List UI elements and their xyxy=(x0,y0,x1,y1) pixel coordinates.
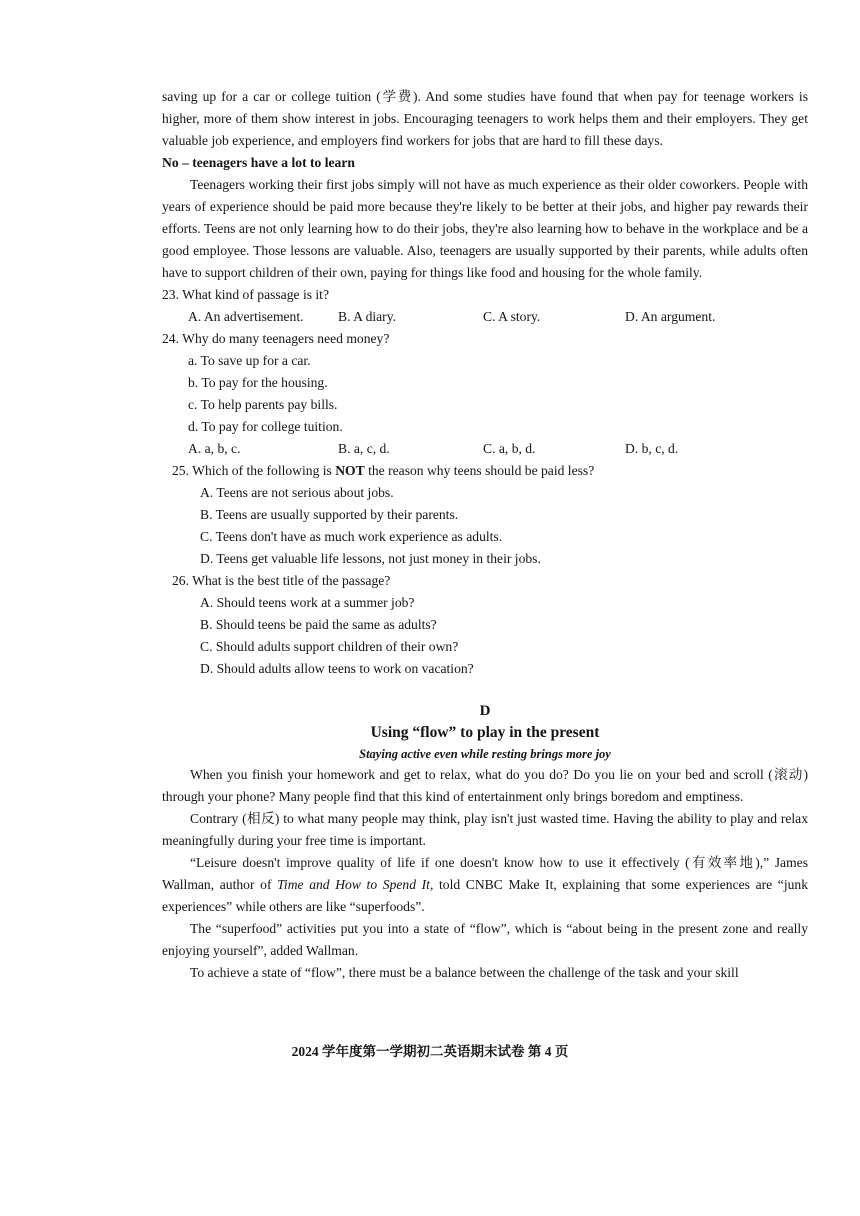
page-footer: 2024 学年度第一学期初二英语期末试卷 第 4 页 xyxy=(291,1044,569,1059)
q26-option-c[interactable]: C. Should adults support children of their own? xyxy=(200,639,459,654)
q25-option-b[interactable]: B. Teens are usually supported by their parents. xyxy=(200,507,459,522)
question-24-stem: 24. Why do many teenagers need money? xyxy=(162,331,390,346)
q23-option-c[interactable]: C. A story. xyxy=(483,309,541,324)
q23-option-a[interactable]: A. An advertisement. xyxy=(188,309,304,324)
q26-option-a[interactable]: A. Should teens work at a summer job? xyxy=(200,595,415,610)
no-section-paragraph: Teenagers working their first jobs simply will not have as much experience as their older coworkers. People with years of experience should be paid more because they're likely to be better at their jobs, and higher pay rewards their efforts. Teens are not only learning how to do their jobs, they're also learning how to behave in the workplace and be a good employee. Those lessons are valuable. Also, teenagers are usually supported by their parents, while adults often have to support children of their own, paying for things like food and housing for the whole family. xyxy=(162,177,808,280)
no-section-heading: No – teenagers have a lot to learn xyxy=(162,155,355,170)
question-24-options xyxy=(188,438,808,460)
q24-option-c[interactable]: C. a, b, d. xyxy=(483,441,536,456)
passage-d-paragraph-3 xyxy=(162,852,808,918)
q24-item-a: a. To save up for a car. xyxy=(188,353,311,368)
page-content xyxy=(162,86,808,984)
p3-text-pre: “Leisure doesn't improve quality of life if one doesn't know how to use it effectively (有效率地),” James Wallman, author of xyxy=(162,855,808,892)
q24-item-b: b. To pay for the housing. xyxy=(188,375,328,390)
q25-stem-post: the reason why teens should be paid less? xyxy=(364,463,595,478)
q24-item-c: c. To help parents pay bills. xyxy=(188,397,338,412)
q25-option-d[interactable]: D. Teens get valuable life lessons, not just money in their jobs. xyxy=(200,551,541,566)
q23-option-b[interactable]: B. A diary. xyxy=(338,309,397,324)
q25-stem-emphasis: NOT xyxy=(335,463,365,478)
q26-option-b[interactable]: B. Should teens be paid the same as adults? xyxy=(200,617,437,632)
q25-option-a[interactable]: A. Teens are not serious about jobs. xyxy=(200,485,394,500)
passage-d-paragraph-2: Contrary (相反) to what many people may think, play isn't just wasted time. Having the ability to play and relax meaningfully during your free time is important. xyxy=(162,811,808,848)
q25-option-c[interactable]: C. Teens don't have as much work experience as adults. xyxy=(200,529,503,544)
question-23-options xyxy=(188,306,808,328)
book-title: Time and How to Spend It xyxy=(277,877,430,892)
passage-d-title: Using “flow” to play in the present xyxy=(370,724,600,741)
passage-d-subtitle: Staying active even while resting brings more joy xyxy=(359,747,611,761)
passage-d-paragraph-4: The “superfood” activities put you into a state of “flow”, which is “about being in the present zone and really enjoying yourself”, added Wallman. xyxy=(162,921,808,958)
q23-option-d[interactable]: D. An argument. xyxy=(625,309,716,324)
question-23-stem: 23. What kind of passage is it? xyxy=(162,287,329,302)
question-25-stem xyxy=(172,460,808,482)
passage-d-letter: D xyxy=(479,703,491,719)
question-26-stem: 26. What is the best title of the passage? xyxy=(172,573,391,588)
q25-stem-pre: 25. Which of the following is xyxy=(172,463,336,478)
q26-option-d[interactable]: D. Should adults allow teens to work on vacation? xyxy=(200,661,474,676)
passage-c-intro: saving up for a car or college tuition (学费). And some studies have found that when pay for teenage workers is higher, more of them show interest in jobs. Encouraging teenagers to work helps them and their employers. They get valuable job experience, and employers find workers for jobs that are hard to fill these days. xyxy=(162,89,808,148)
passage-d-paragraph-5: To achieve a state of “flow”, there must be a balance between the challenge of the task and your skill xyxy=(190,965,739,980)
p3-text-post: , told CNBC Make It, explaining that some experiences are “junk experiences” while others are like “superfoods”. xyxy=(162,877,809,914)
q24-option-d[interactable]: D. b, c, d. xyxy=(625,441,679,456)
passage-d-paragraph-1: When you finish your homework and get to relax, what do you do? Do you lie on your bed and scroll (滚动) through your phone? Many people find that this kind of entertainment only brings boredom and emptiness. xyxy=(162,767,808,804)
q24-item-d: d. To pay for college tuition. xyxy=(188,419,343,434)
q24-option-b[interactable]: B. a, c, d. xyxy=(338,441,390,456)
q24-option-a[interactable]: A. a, b, c. xyxy=(188,441,241,456)
